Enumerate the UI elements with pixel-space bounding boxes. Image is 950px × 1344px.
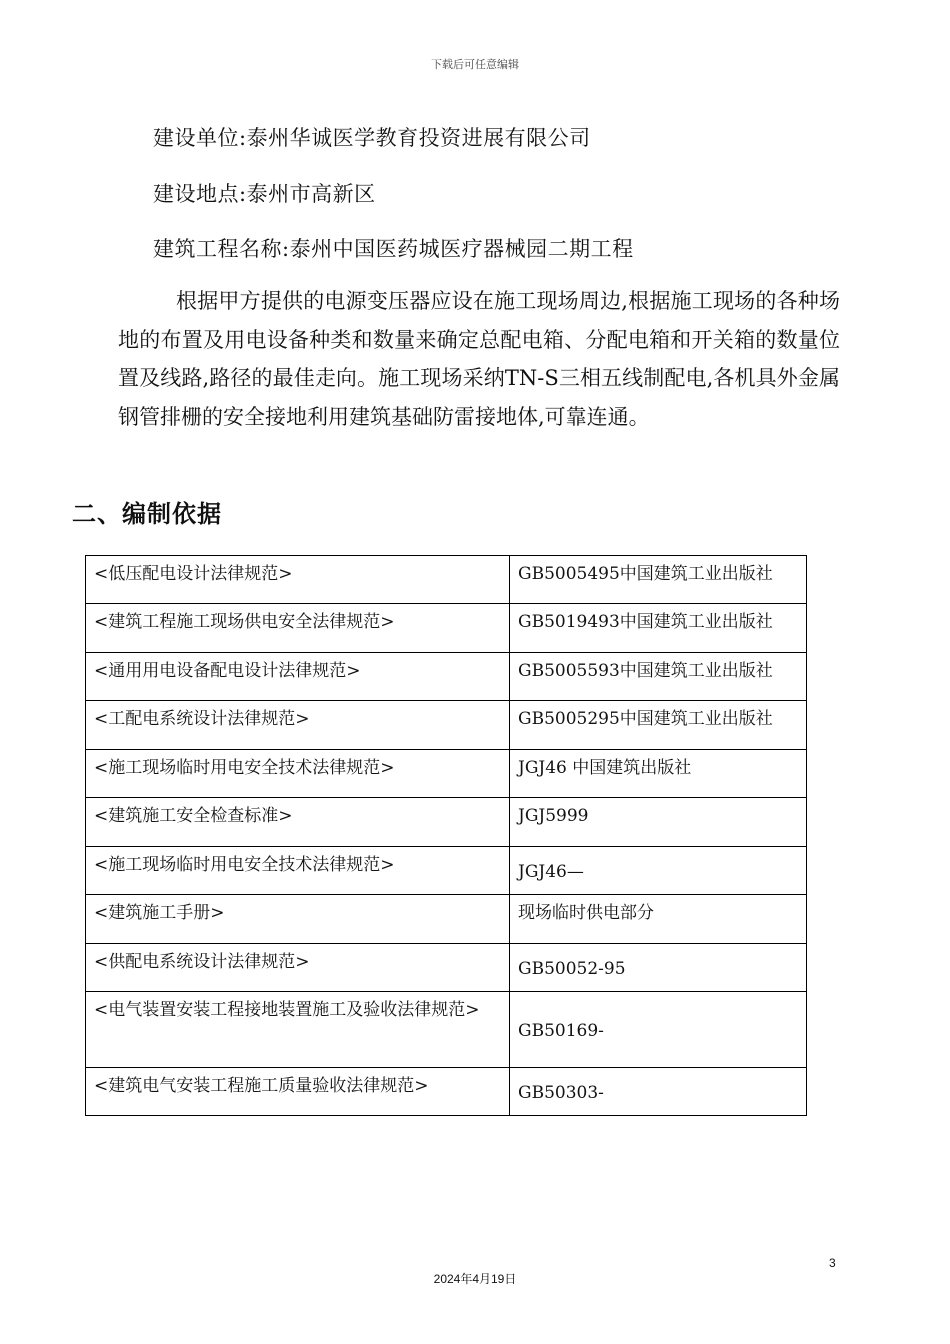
header-note: 下载后可任意编辑 <box>431 58 519 71</box>
reference-code: GB5005495中国建筑工业出版社 <box>510 556 807 604</box>
reference-code: GB5005593中国建筑工业出版社 <box>510 653 807 701</box>
table-row <box>86 847 807 895</box>
page-number: 3 <box>829 1256 836 1270</box>
reference-code: JGJ5999 <box>510 798 807 847</box>
reference-code: GB5019493中国建筑工业出版社 <box>510 604 807 653</box>
table-row <box>86 992 807 1068</box>
reference-code: 现场临时供电部分 <box>510 895 807 944</box>
reference-name: <供配电系统设计法律规范> <box>86 944 510 992</box>
table-row <box>86 604 807 653</box>
construction-site-line: 建设地点:泰州市高新区 <box>153 182 376 206</box>
project-name-line: 建筑工程名称:泰州中国医药城医疗器械园二期工程 <box>153 237 634 261</box>
table-row <box>86 944 807 992</box>
references-table <box>85 555 807 1116</box>
table-row <box>86 701 807 750</box>
reference-code: JGJ46— <box>510 847 807 895</box>
reference-code: GB50169- <box>510 992 807 1068</box>
reference-name: <建筑施工安全检查标准> <box>86 798 510 847</box>
reference-name: <建筑电气安装工程施工质量验收法律规范> <box>86 1068 510 1116</box>
construction-unit-line: 建设单位:泰州华诚医学教育投资进展有限公司 <box>153 126 591 150</box>
table-row <box>86 556 807 604</box>
footer-date: 2024年4月19日 <box>433 1272 517 1286</box>
reference-code: JGJ46 中国建筑出版社 <box>510 750 807 798</box>
table-row <box>86 750 807 798</box>
reference-name: <工配电系统设计法律规范> <box>86 701 510 750</box>
reference-name: <建筑工程施工现场供电安全法律规范> <box>86 604 510 653</box>
reference-code: GB50303- <box>510 1068 807 1116</box>
description-paragraph: 根据甲方提供的电源变压器应设在施工现场周边,根据施工现场的各种场地的布置及用电设备种类和数量来确定总配电箱、分配电箱和开关箱的数量位置及线路,路径的最佳走向。施工现场采纳TN-S三相五线制配电,各机具外金属钢管排栅的安全接地利用建筑基础防雷接地体,可靠连通。 <box>118 289 840 429</box>
section-heading: 二、编制依据 <box>72 500 222 528</box>
reference-name: <电气装置安装工程接地装置施工及验收法律规范> <box>86 992 510 1068</box>
table-row <box>86 653 807 701</box>
reference-name: <通用用电设备配电设计法律规范> <box>86 653 510 701</box>
table-row <box>86 1068 807 1116</box>
reference-name: <低压配电设计法律规范> <box>86 556 510 604</box>
reference-name: <施工现场临时用电安全技术法律规范> <box>86 750 510 798</box>
table-row <box>86 895 807 944</box>
reference-name: <建筑施工手册> <box>86 895 510 944</box>
reference-code: GB5005295中国建筑工业出版社 <box>510 701 807 750</box>
table-row <box>86 798 807 847</box>
reference-code: GB50052-95 <box>510 944 807 992</box>
reference-name: <施工现场临时用电安全技术法律规范> <box>86 847 510 895</box>
